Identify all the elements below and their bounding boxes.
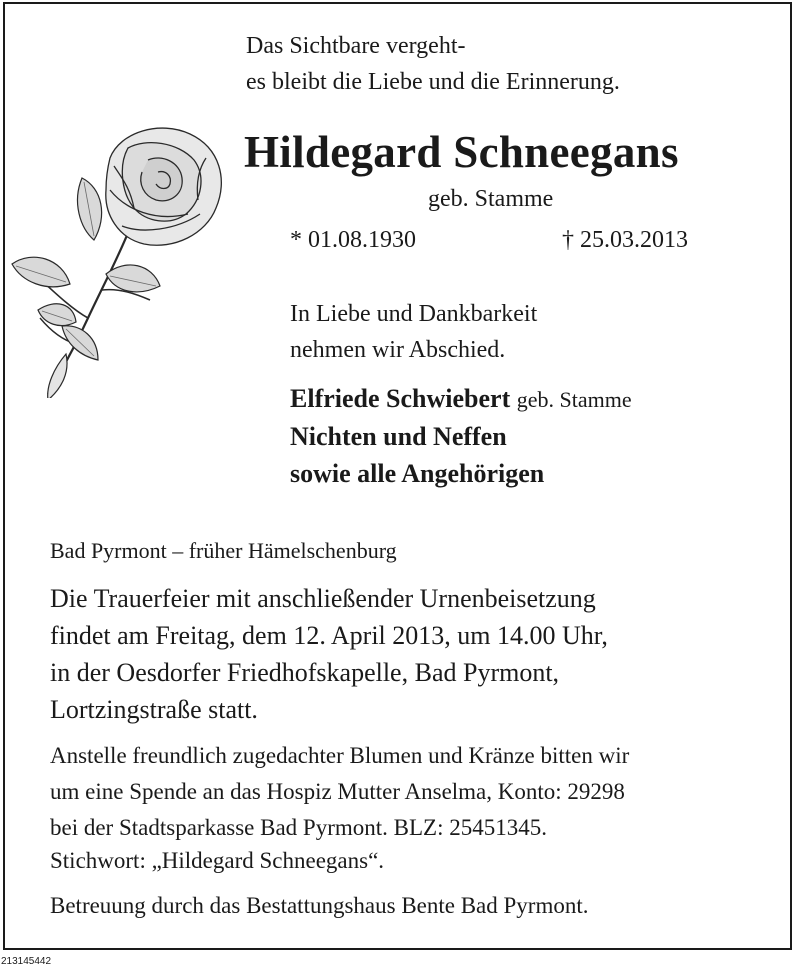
donation-line-1: Anstelle freundlich zugedachter Blumen und Kränze bitten wir [50,743,630,768]
ad-code: 213145442 [1,956,52,967]
location-line: Bad Pyrmont – früher Hämelschenburg [50,538,397,563]
undertaker-line: Betreuung durch das Bestattungshaus Bente Bad Pyrmont. [50,893,589,918]
service-line-4: Lortzingstraße statt. [50,695,258,724]
service-line-2: findet am Freitag, dem 12. April 2013, um 14.00 Uhr, [50,621,608,650]
donation-line-3: bei der Stadtsparkasse Bad Pyrmont. BLZ: 25451345. [50,815,547,840]
mourner-primary-birth-name: geb. Stamme [516,387,632,412]
donation-line-4: Stichwort: „Hildegard Schneegans“. [50,848,385,873]
farewell-line-2: nehmen wir Abschied. [290,337,506,363]
mourner-primary [290,386,632,412]
service-line-3: in der Oesdorfer Friedhofskapelle, Bad Pyrmont, [50,658,560,687]
donation-line-2: um eine Spende an das Hospiz Mutter Anselma, Konto: 29298 [50,779,625,804]
mourners-all: sowie alle Angehörigen [290,459,545,488]
service-line-1: Die Trauerfeier mit anschließender Urnenbeisetzung [50,584,596,613]
mourner-primary-name: Elfriede Schwiebert [290,384,511,413]
deceased-name: Hildegard Schneegans [244,127,679,177]
mourners-relatives: Nichten und Neffen [290,422,507,451]
farewell-line-1: In Liebe und Dankbarkeit [290,301,538,327]
motto-line-2: es bleibt die Liebe und die Erinnerung. [246,69,620,95]
motto-line-1: Das Sichtbare vergeht- [246,33,466,59]
deceased-birth-name: geb. Stamme [428,186,554,212]
rose-icon [10,118,230,398]
birth-date: * 01.08.1930 [290,227,416,253]
death-date: † 25.03.2013 [562,227,688,253]
